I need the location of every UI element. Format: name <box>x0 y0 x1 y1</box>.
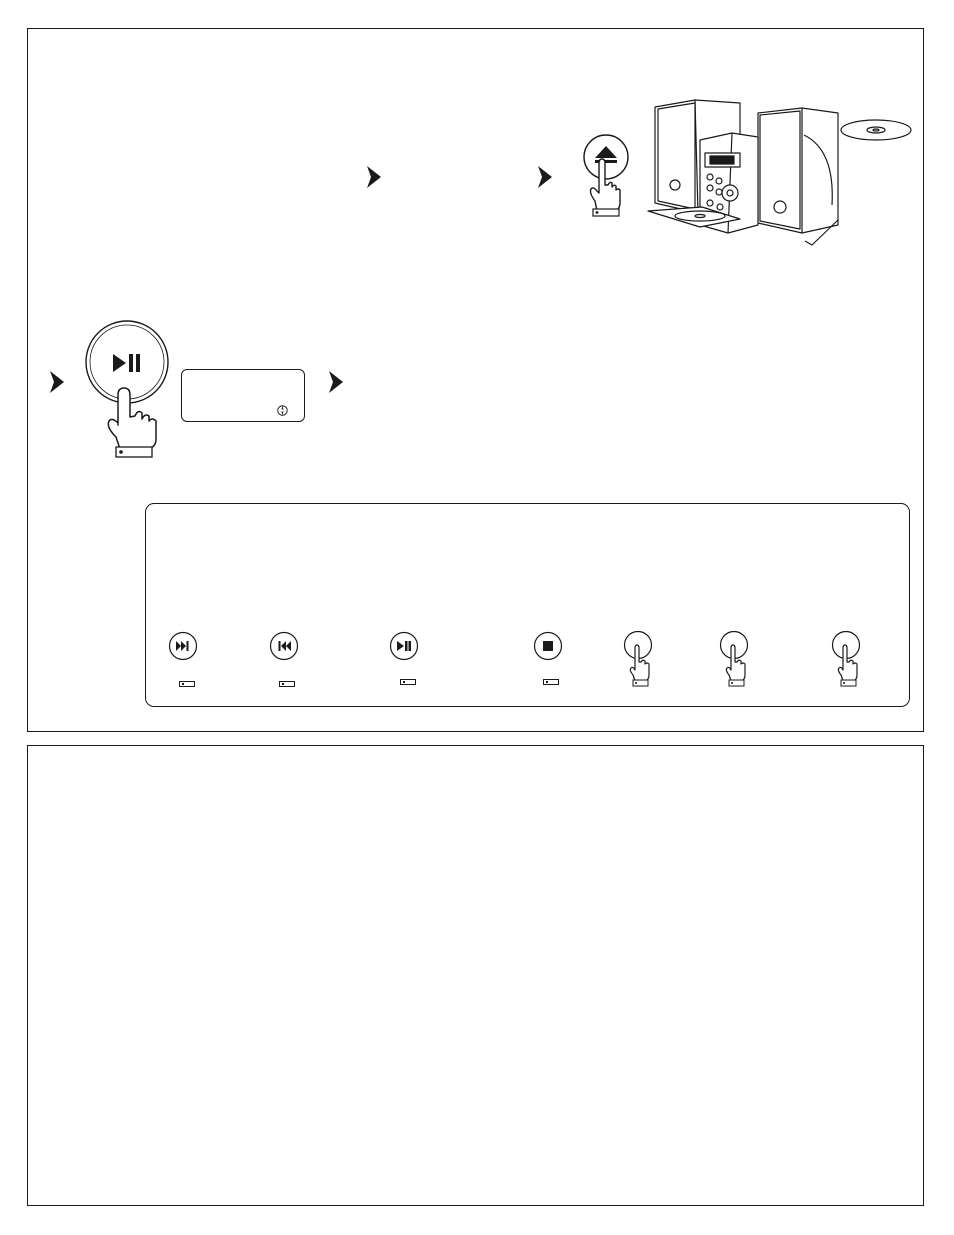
instruction-panel-bottom <box>27 745 924 1206</box>
mini-stereo-illustration <box>640 95 920 255</box>
controls-box <box>145 503 910 707</box>
indicator-label <box>179 681 195 687</box>
eject-button[interactable] <box>575 133 635 218</box>
arrow-right-icon <box>49 370 65 394</box>
finger-press-button[interactable] <box>718 630 752 690</box>
disc-icon <box>277 405 288 416</box>
play-pause-button[interactable] <box>82 317 172 462</box>
indicator-label <box>400 679 416 685</box>
indicator-label <box>279 681 295 687</box>
indicator-label <box>543 679 559 685</box>
finger-press-button[interactable] <box>830 630 864 690</box>
finger-press-button[interactable] <box>622 630 656 690</box>
skip-forward-button[interactable] <box>168 631 198 661</box>
arrow-right-icon <box>537 165 553 189</box>
arrow-right-icon <box>366 165 382 189</box>
skip-back-button[interactable] <box>269 631 299 661</box>
stop-icon <box>543 641 553 651</box>
stop-button[interactable] <box>533 631 563 661</box>
arrow-right-icon <box>328 370 344 394</box>
lcd-display <box>181 369 305 422</box>
play-pause-small-button[interactable] <box>389 631 419 661</box>
